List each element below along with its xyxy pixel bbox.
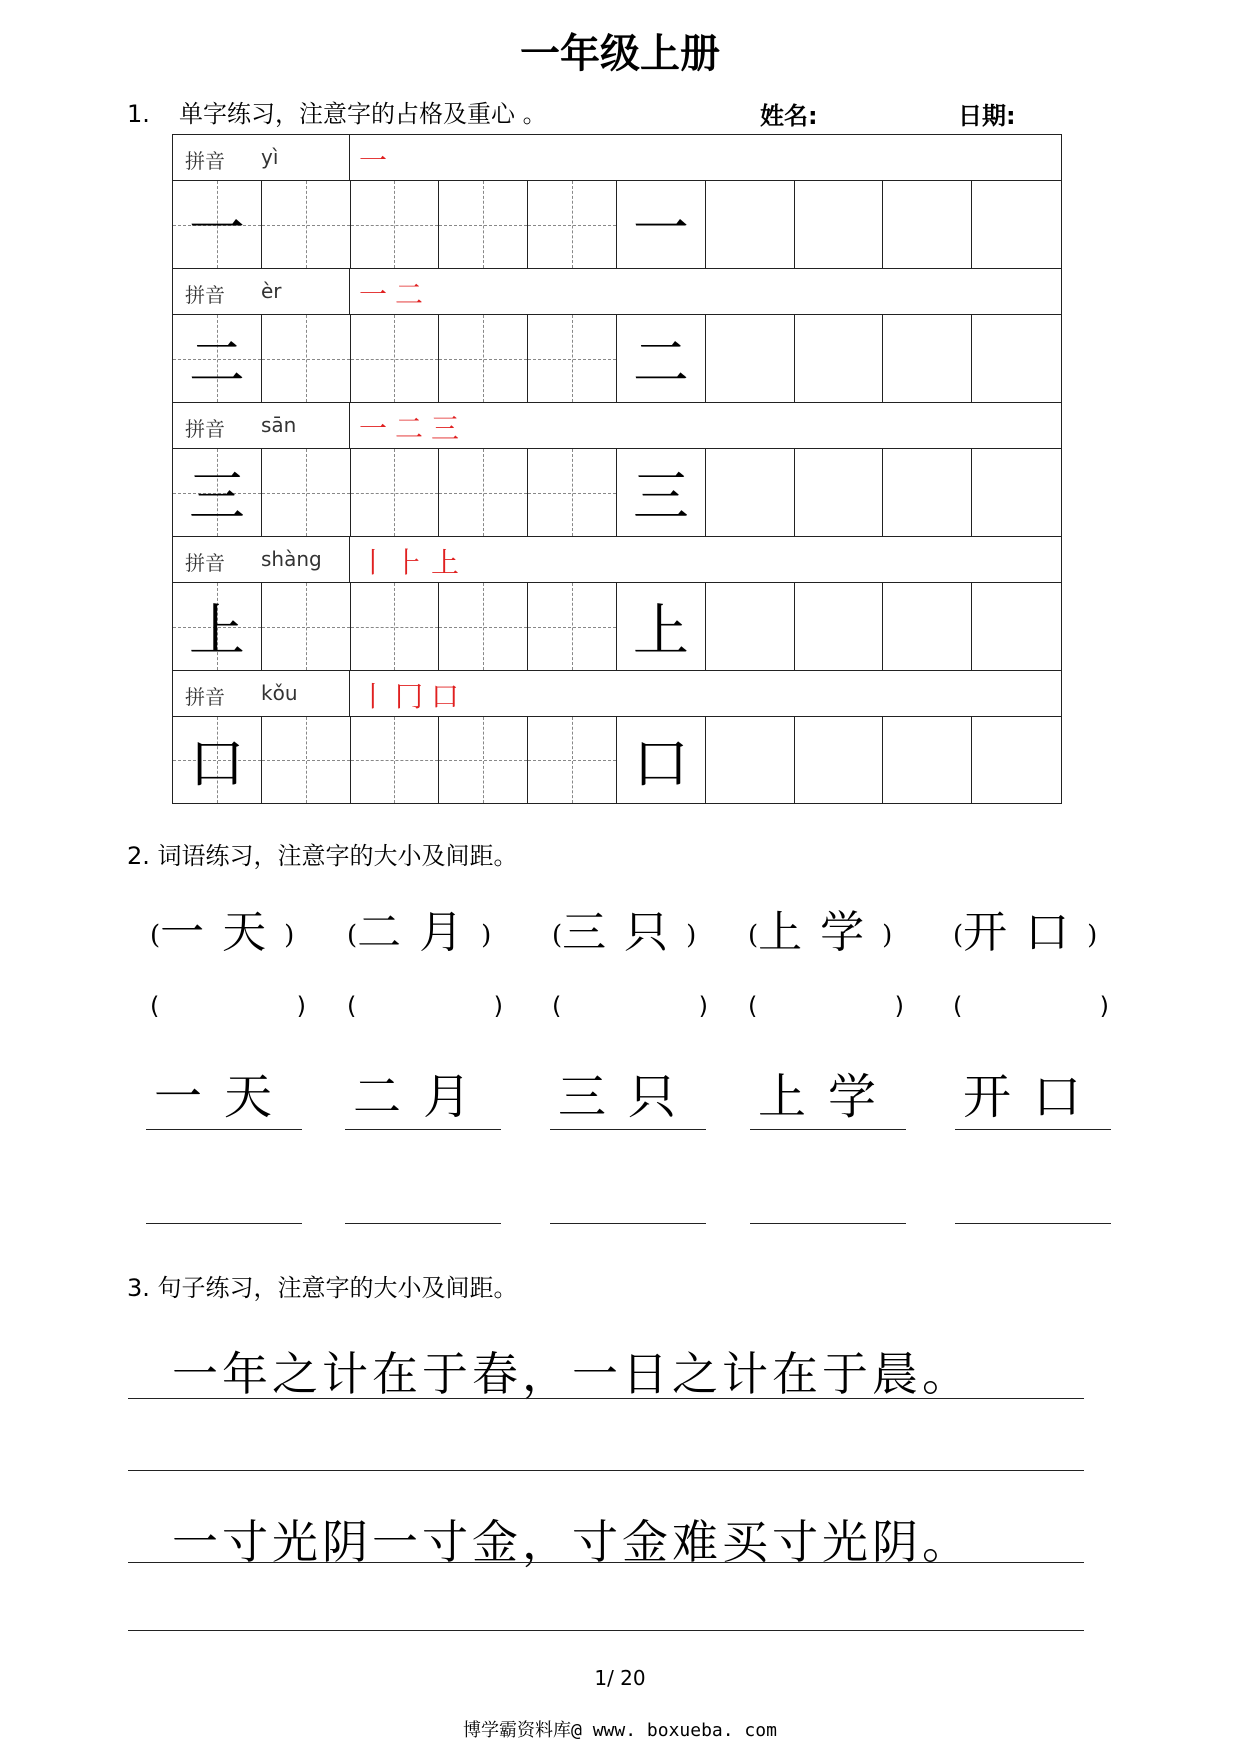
pinyin-label: 拼音	[185, 417, 225, 441]
writing-row	[172, 180, 1062, 268]
empty-bracket[interactable]: ( )	[150, 992, 306, 1020]
practice-cell[interactable]	[351, 181, 440, 268]
practice-cell[interactable]	[795, 315, 884, 402]
empty-bracket[interactable]: ( )	[953, 992, 1109, 1020]
blank-line[interactable]	[955, 1222, 1111, 1224]
empty-bracket[interactable]: ( )	[347, 992, 503, 1020]
section1-heading-text: 单字练习，注意字的占格及重心 。	[179, 100, 547, 128]
bracketed-word: (一天)	[150, 907, 295, 958]
writing-row	[172, 448, 1062, 536]
character-practice-grid	[172, 134, 1062, 804]
writing-row	[172, 582, 1062, 670]
model-word: 二月	[345, 1070, 501, 1130]
footer-watermark: 博学霸资料库@ www. boxueba. com	[463, 1720, 777, 1741]
model-word: 三只	[550, 1070, 706, 1130]
section1-heading	[127, 94, 547, 129]
page-title: 一年级上册	[520, 31, 720, 77]
practice-cell[interactable]	[883, 583, 972, 670]
practice-cell[interactable]	[795, 717, 884, 803]
sentence-blank-line[interactable]	[128, 1630, 1084, 1631]
practice-cell[interactable]	[439, 315, 528, 402]
pinyin-row	[172, 268, 1062, 314]
practice-cell[interactable]	[883, 449, 972, 536]
section2-heading: 2. 词语练习，注意字的大小及间距。	[127, 842, 518, 870]
section1-number: 1.	[127, 100, 150, 128]
sentence-line	[128, 1398, 1084, 1399]
practice-cell[interactable]	[706, 583, 795, 670]
writing-row	[172, 314, 1062, 402]
pinyin-label: 拼音	[185, 149, 225, 173]
practice-cell[interactable]	[439, 181, 528, 268]
model-char-plain: 口	[632, 732, 689, 797]
practice-cell[interactable]	[262, 717, 351, 803]
pinyin-value: yì	[261, 145, 279, 169]
empty-bracket[interactable]: ( )	[748, 992, 904, 1020]
bracketed-word: (开口)	[953, 907, 1098, 958]
model-char: 三	[188, 464, 245, 530]
pinyin-label: 拼音	[185, 551, 225, 575]
model-char: 一	[188, 196, 245, 262]
practice-cell[interactable]	[262, 583, 351, 670]
stroke-order: 一二	[359, 278, 432, 311]
bracketed-word: (三只)	[552, 907, 697, 958]
writing-row	[172, 716, 1062, 804]
model-word: 一天	[146, 1070, 302, 1130]
model-char: 口	[188, 732, 245, 797]
name-label: 姓名:	[760, 102, 818, 130]
practice-cell[interactable]	[706, 717, 795, 803]
pinyin-value: èr	[261, 279, 282, 303]
blank-line[interactable]	[146, 1222, 302, 1224]
blank-line[interactable]	[550, 1222, 706, 1224]
bracketed-word: (上学)	[748, 907, 893, 958]
blank-line[interactable]	[750, 1222, 906, 1224]
model-cell-plain	[617, 449, 706, 536]
model-cell	[173, 717, 262, 803]
practice-cell[interactable]	[262, 315, 351, 402]
model-cell	[173, 315, 262, 402]
model-word: 上学	[750, 1070, 906, 1130]
section3-heading: 3. 句子练习，注意字的大小及间距。	[127, 1274, 518, 1302]
date-label: 日期:	[958, 102, 1016, 130]
pinyin-label: 拼音	[185, 685, 225, 709]
model-char-plain: 三	[632, 464, 689, 530]
practice-cell[interactable]	[351, 449, 440, 536]
pinyin-row	[172, 670, 1062, 716]
practice-cell[interactable]	[795, 181, 884, 268]
stroke-order: 丨冂口	[359, 680, 468, 713]
practice-cell[interactable]	[528, 315, 617, 402]
practice-cell[interactable]	[528, 449, 617, 536]
practice-cell[interactable]	[706, 449, 795, 536]
pinyin-value: shàng	[261, 547, 322, 571]
sentence-line	[128, 1562, 1084, 1563]
model-char-plain: 上	[632, 598, 689, 664]
practice-cell[interactable]	[795, 583, 884, 670]
model-cell	[173, 181, 262, 268]
practice-cell[interactable]	[883, 315, 972, 402]
practice-cell[interactable]	[795, 449, 884, 536]
practice-cell[interactable]	[706, 315, 795, 402]
empty-bracket[interactable]: ( )	[552, 992, 708, 1020]
stroke-order: 一	[359, 144, 396, 177]
sentence-blank-line[interactable]	[128, 1470, 1084, 1471]
practice-cell[interactable]	[972, 315, 1061, 402]
practice-cell[interactable]	[351, 583, 440, 670]
model-char-plain: 二	[632, 330, 689, 396]
blank-line[interactable]	[345, 1222, 501, 1224]
practice-cell[interactable]	[972, 717, 1061, 803]
practice-cell[interactable]	[883, 717, 972, 803]
practice-cell[interactable]	[972, 583, 1061, 670]
practice-cell[interactable]	[972, 449, 1061, 536]
practice-cell[interactable]	[439, 449, 528, 536]
pinyin-row	[172, 402, 1062, 448]
pinyin-value: sān	[261, 413, 297, 437]
model-cell-plain	[617, 315, 706, 402]
practice-cell[interactable]	[706, 181, 795, 268]
practice-cell[interactable]	[528, 717, 617, 803]
practice-cell[interactable]	[883, 181, 972, 268]
model-char: 二	[188, 330, 245, 396]
model-sentence: 一寸光阴一寸金，寸金难买寸光阴。	[172, 1515, 972, 1569]
practice-cell[interactable]	[439, 717, 528, 803]
pinyin-label: 拼音	[185, 283, 225, 307]
practice-cell[interactable]	[351, 315, 440, 402]
model-char-plain: 一	[632, 196, 689, 262]
practice-cell[interactable]	[351, 717, 440, 803]
stroke-order: 丨⺊上	[359, 546, 468, 579]
pinyin-value: kǒu	[261, 681, 298, 705]
bracketed-word: (二月)	[347, 907, 492, 958]
practice-cell[interactable]	[972, 181, 1061, 268]
model-cell	[173, 449, 262, 536]
practice-cell[interactable]	[528, 181, 617, 268]
stroke-order: 一二三	[359, 412, 468, 445]
pinyin-row	[172, 536, 1062, 582]
model-sentence: 一年之计在于春，一日之计在于晨。	[172, 1347, 972, 1401]
model-cell-plain	[617, 181, 706, 268]
model-cell-plain	[617, 583, 706, 670]
model-char: 上	[188, 598, 245, 664]
practice-cell[interactable]	[528, 583, 617, 670]
model-word: 开口	[955, 1070, 1111, 1130]
model-cell-plain	[617, 717, 706, 803]
practice-cell[interactable]	[262, 181, 351, 268]
model-cell	[173, 583, 262, 670]
practice-cell[interactable]	[439, 583, 528, 670]
pinyin-row	[172, 134, 1062, 180]
practice-cell[interactable]	[262, 449, 351, 536]
page-number: 1/ 20	[594, 1666, 646, 1690]
